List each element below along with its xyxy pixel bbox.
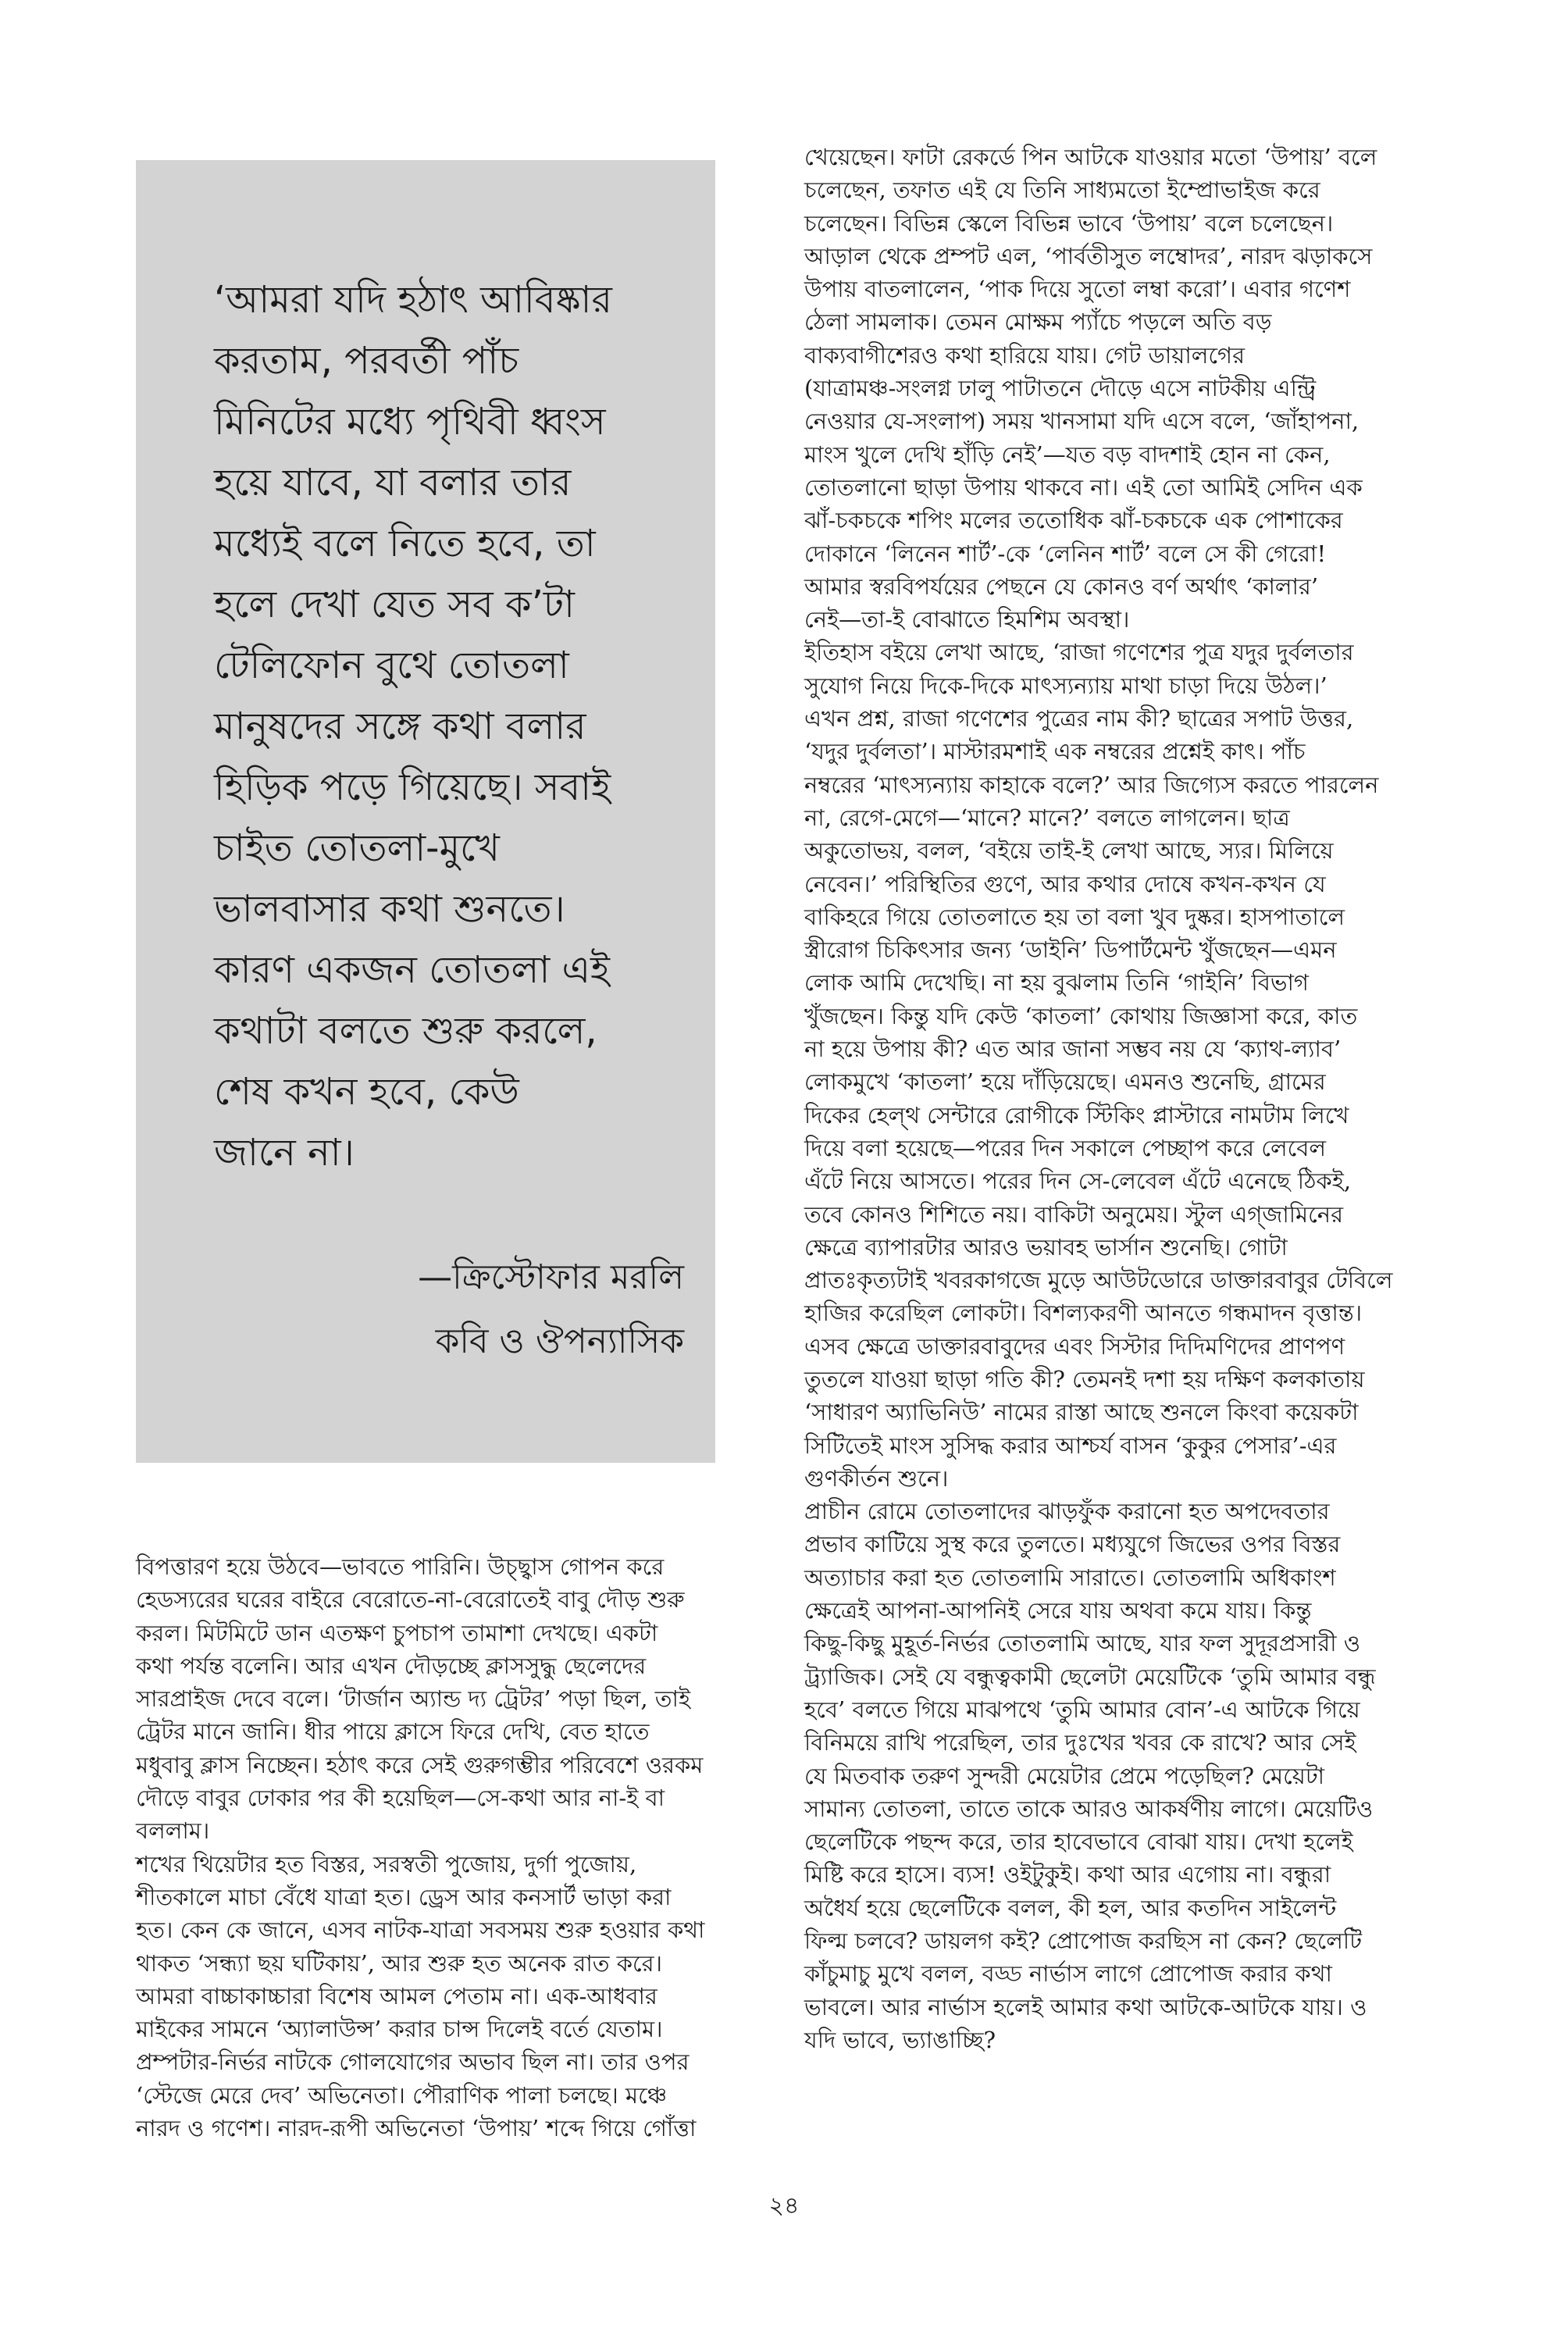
quote-line: শেষ কখন হবে, কেউ [214,1070,519,1114]
text-line: এখন প্রশ্ন, রাজা গণেশের পুত্রের নাম কী? ছাত্রের সপাট উত্তর, [804,705,1354,733]
text-line: এসব ক্ষেত্রে ডাক্তারবাবুদের এবং সিস্টার দিদিমণিদের প্রাণপণ [804,1332,1345,1360]
right-column-text [804,141,1449,2056]
text-line: ‘যদুর দুর্বলতা’। মাস্টারমশাই এক নম্বরের প্রশ্নেই কাৎ। পাঁচ [804,738,1306,765]
text-line: চলেছেন। বিভিন্ন স্কেলে বিভিন্ন ভাবে ‘উপায়’ বলে চলেছেন। [804,209,1334,237]
text-line: খুঁজছেন। কিন্তু যদি কেউ ‘কাতলা’ কোথায় জিজ্ঞাসা করে, কাত [804,1002,1358,1029]
text-line: বাক্যবাগীশেরও কথা হারিয়ে যায়। গেট ডায়ালগের [804,341,1245,369]
text-line: সুযোগ নিয়ে দিকে-দিকে মাৎস্যন্যায় মাথা চাড়া দিয়ে উঠল।’ [804,672,1327,699]
text-line: তবে কোনও শিশিতে নয়। বাকিটা অনুমেয়। স্টুল এগ্‌জামিনের [804,1200,1344,1228]
text-line: নেই—তা-ই বোঝাতে হিমশিম অবস্থা। [804,606,1130,633]
text-line: স্ত্রীরোগ চিকিৎসার জন্য ‘ডাইনি’ ডিপার্টমেন্ট খুঁজছেন—এমন [804,936,1337,964]
text-line: সামান্য তোতলা, তাতে তাকে আরও আকর্ষণীয় লাগে। মেয়েটিও [804,1795,1374,1822]
quote-line: হলে দেখা যেত সব ক’টা [214,583,575,626]
text-line: তোতলানো ছাড়া উপায় থাকবে না। এই তো আমিই সেদিন এক [804,473,1363,501]
text-line: এঁটে নিয়ে আসতে। পরের দিন সে-লেবেল এঁটে এনেছে ঠিকই, [804,1168,1352,1195]
quote-line: ‘আমরা যদি হঠাৎ আবিষ্কার [214,278,612,322]
text-line: ঠেলা সামলাক। তেমন মোক্ষম প্যাঁচে পড়লে অতি বড় [804,308,1272,336]
text-line: শখের থিয়েটার হত বিস্তর, সরস্বতী পুজোয়, দুর্গা পুজোয়, [136,1850,637,1878]
page-number: ২৪ [768,2192,800,2220]
text-line: লোক আমি দেখেছি। না হয় বুঝলাম তিনি ‘গাইনি’ বিভাগ [804,969,1309,997]
text-line: কাঁচুমাচু মুখে বলল, বড্ড নার্ভাস লাগে প্রোপোজ করার কথা [804,1960,1332,1988]
text-line: কিছু-কিছু মুহূর্ত-নির্ভর তোতলামি আছে, যার ফল সুদূরপ্রসারী ও [804,1630,1361,1657]
quote-line: চাইত তোতলা-মুখে [214,826,500,870]
text-line: দোকানে ‘লিনেন শার্ট’-কে ‘লেনিন শার্ট’ বলে সে কী গেরো! [804,540,1327,567]
text-line: প্রাচীন রোমে তোতলাদের ঝাড়ফুঁক করানো হত অপদেবতার [804,1498,1330,1525]
text-line: যে মিতবাক তরুণ সুন্দরী মেয়েটার প্রেমে পড়েছিল? মেয়েটা [804,1762,1325,1789]
quote-line: কারণ একজন তোতলা এই [214,948,610,992]
text-line: মাইকের সামনে ‘অ্যালাউন্স’ করার চান্স দিলেই বর্তে যেতাম। [136,2016,663,2043]
text-line: গুণকীর্তন শুনে। [804,1464,949,1492]
text-line: দিয়ে বলা হয়েছে—পরের দিন সকালে পেচ্ছাপ করে লেবেল [804,1134,1327,1161]
text-line: বললাম। [136,1817,210,1845]
text-line: ছেলেটিকে পছন্দ করে, তার হাবেভাবে বোঝা যায়। দেখা হলেই [804,1828,1353,1856]
text-line: মিষ্টি করে হাসে। ব্যস! ওইটুকুই। কথা আর এগোয় না। বন্ধুরা [804,1861,1331,1888]
text-line: মধুবাবু ক্লাস নিচ্ছেন। হঠাৎ করে সেই গুরুগম্ভীর পরিবেশে ওরকম [136,1751,704,1778]
text-line: ‘সাধারণ অ্যাভিনিউ’ নামের রাস্তা আছে শুনলে কিংবা কয়েকটা [804,1399,1359,1426]
text-line: নম্বরের ‘মাৎস্যন্যায় কাহাকে বলে?’ আর জিগ্যেস করতে পারলেন [804,771,1379,798]
text-line: না হয়ে উপায় কী? এত আর জানা সম্ভব নয় যে ‘ক্যাথ-ল্যাব’ [804,1036,1342,1063]
text-line: নারদ ও গণেশ। নারদ-রূপী অভিনেতা ‘উপায়’ শব্দে গিয়ে গোঁত্তা [136,2115,697,2142]
text-line: হবে’ বলতে গিয়ে মাঝপথে ‘তুমি আমার বোন’-এ আটকে গিয়ে [804,1696,1360,1723]
text-line: সিটিতেই মাংস সুসিদ্ধ করার আশ্চর্য বাসন ‘কুকুর পেসার’-এর [804,1432,1337,1459]
text-line: লোকমুখে ‘কাতলা’ হয়ে দাঁড়িয়েছে। এমনও শুনেছি, গ্রামের [804,1068,1326,1096]
text-line: বিনিময়ে রাখি পরেছিল, তার দুঃখের খবর কে রাখে? আর সেই [804,1729,1356,1756]
text-line: বাকিহরে গিয়ে তোতলাতে হয় তা বলা খুব দুষ্কর। হাসপাতালে [804,903,1345,930]
text-line: অত্যাচার করা হত তোতলামি সারাতে। তোতলামি অধিকাংশ [804,1564,1336,1591]
text-line: না, রেগে-মেগে—‘মানে? মানে?’ বলতে লাগলেন। ছাত্র [804,804,1290,831]
text-line: ক্ষেত্রে ব্যাপারটার আরও ভয়াবহ ভার্সান শুনেছি। গোটা [804,1233,1288,1261]
text-line: ইতিহাস বইয়ে লেখা আছে, ‘রাজা গণেশের পুত্র যদুর দুর্বলতার [804,639,1354,666]
text-line: হত। কেন কে জানে, এসব নাটক-যাত্রা সবসময় শুরু হওয়ার কথা [136,1917,705,1944]
text-line: ভাবলে। আর নার্ভাস হলেই আমার কথা আটকে-আটকে যায়। ও [804,1993,1367,2020]
text-line: তুতলে যাওয়া ছাড়া গতি কী? তেমনই দশা হয় দক্ষিণ কলকাতায় [804,1365,1365,1393]
text-line: খেয়েছেন। ফাটা রেকর্ডে পিন আটকে যাওয়ার মতো ‘উপায়’ বলে [804,144,1377,170]
text-line: শীতকালে মাচা বেঁধে যাত্রা হত। ড্রেস আর কনসার্ট ভাড়া করা [136,1883,672,1910]
text-line: মাংস খুলে দেখি হাঁড়ি নেই’—যত বড় বাদশাই হোন না কেন, [804,440,1331,468]
left-column-text [136,1550,759,2145]
pull-quote-text [214,269,690,1183]
quote-line: করতাম, পরবর্তী পাঁচ [214,339,519,383]
quote-line: হয়ে যাবে, যা বলার তার [214,461,572,505]
text-line: প্রম্পটার-নির্ভর নাটকে গোলযোগের অভাব ছিল না। তার ওপর [136,2049,690,2076]
quote-line: মানুষদের সঙ্গে কথা বলার [214,704,586,748]
text-line: সারপ্রাইজ দেবে বলে। ‘টার্জান অ্যান্ড দ্য ট্রেটর’ পড়া ছিল, তাই [136,1685,691,1713]
text-line: হাজির করেছিল লোকটা। বিশল্যকরণী আনতে গন্ধমাদন বৃত্তান্ত। [804,1300,1363,1327]
pull-quote-box [136,160,715,1463]
quote-line: টেলিফোন বুথে তোতলা [214,644,569,687]
text-line: কথা পর্যন্ত বলেনি। আর এখন দৌড়চ্ছে ক্লাসসুদ্ধু ছেলেদের [136,1652,647,1679]
text-line: ‘স্টেজে মেরে দেব’ অভিনেতা। পৌরাণিক পালা চলছে। মঞ্চে [136,2081,668,2109]
text-line: নেবেন।’ পরিস্থিতির গুণে, আর কথার দোষে কখন-কখন যে [804,870,1326,897]
attribution-name: —ক্রিস্টোফার মরলি [418,1257,684,1297]
quote-line: কথাটা বলতে শুরু করলে, [214,1009,597,1053]
text-line: (যাত্রামঞ্চ-সংলগ্ন ঢালু পাটাতনে দৌড়ে এসে নাটকীয় এন্ট্রি [804,375,1317,402]
quote-line: মিনিটের মধ্যে পৃথিবী ধ্বংস [214,400,606,444]
text-line: প্রভাব কাটিয়ে সুস্থ করে তুলতে। মধ্যযুগে জিভের ওপর বিস্তর [804,1531,1341,1558]
quote-line: জানে না। [214,1131,355,1175]
text-line: অকুতোভয়, বলল, ‘বইয়ে তাই-ই লেখা আছে, স্যর। মিলিয়ে [804,837,1334,865]
text-line: আড়াল থেকে প্রম্পট এল, ‘পার্বতীসুত লম্বোদর’, নারদ ঝড়াকসে [804,242,1373,269]
text-line: ট্র্যাজিক। সেই যে বন্ধুত্বকামী ছেলেটা মেয়েটিকে ‘তুমি আমার বন্ধু [804,1663,1376,1690]
text-line: থাকত ‘সন্ধ্যা ছয় ঘটিকায়’, আর শুরু হত অনেক রাত করে। [136,1949,662,1977]
text-line: করল। মিটমিটে ডান এতক্ষণ চুপচাপ তামাশা দেখছে। একটা [136,1619,658,1646]
text-line: আমরা বাচ্চাকাচ্চারা বিশেষ আমল পেতাম না। এক-আধবার [136,1982,657,2009]
text-line: ঝাঁ-চকচকে শপিং মলের ততোধিক ঝাঁ-চকচকে এক পোশাকের [804,507,1343,534]
text-line: উপায় বাতলালেন, ‘পাক দিয়ে সুতো লম্বা করো’। এবার গণেশ [804,276,1351,303]
quote-line: ভালবাসার কথা শুনতে। [214,887,565,931]
text-line: নেওয়ার যে-সংলাপ) সময় খানসামা যদি এসে বলে, ‘জাঁহাপনা, [804,408,1360,435]
text-line: হেডস্যরের ঘরের বাইরে বেরোতে-না-বেরোতেই বাবু দৌড় শুরু [136,1586,685,1614]
quote-line: মধ্যেই বলে নিতে হবে, তা [214,522,596,565]
text-line: দিকের হেল্থ সেন্টারে রোগীকে স্টিকিং প্লাস্টারে নামটাম লিখে [804,1101,1349,1129]
quote-attribution [418,1246,684,1374]
text-line: আমার স্বরবিপর্যয়ের পেছনে যে কোনও বর্ণ অর্থাৎ ‘কালার’ [804,572,1319,600]
attribution-role: কবি ও ঔপন্যাসিক [435,1321,684,1361]
text-line: ক্ষেত্রেই আপনা-আপনিই সেরে যায় অথবা কমে যায়। কিন্তু [804,1597,1312,1624]
text-line: চলেছেন, তফাত এই যে তিনি সাধ্যমতো ইম্প্রোভাইজ করে [804,177,1320,204]
text-line: দৌড়ে বাবুর ঢোকার পর কী হয়েছিল—সে-কথা আর না-ই বা [136,1785,665,1812]
text-line: ফিল্ম চলবে? ডায়লগ কই? প্রোপোজ করছিস না কেন? ছেলেটি [804,1927,1363,1955]
text-line: ট্রেটর মানে জানি। ধীর পায়ে ক্লাসে ফিরে দেখি, বেত হাতে [136,1718,650,1746]
text-line: যদি ভাবে, ভ্যাঙাচ্ছি? [804,2026,996,2053]
text-line: বিপত্তারণ হয়ে উঠবে—ভাবতে পারিনি। উচ্ছ্বাস গোপন করে [136,1553,665,1580]
text-line: অধৈর্য হয়ে ছেলেটিকে বলল, কী হল, আর কতদিন সাইলেন্ট [804,1894,1337,1921]
text-line: প্রাতঃকৃত্যটাই খবরকাগজে মুড়ে আউটডোরে ডাক্তারবাবুর টেবিলে [804,1267,1393,1294]
quote-line: হিড়িক পড়ে গিয়েছে। সবাই [214,765,611,809]
